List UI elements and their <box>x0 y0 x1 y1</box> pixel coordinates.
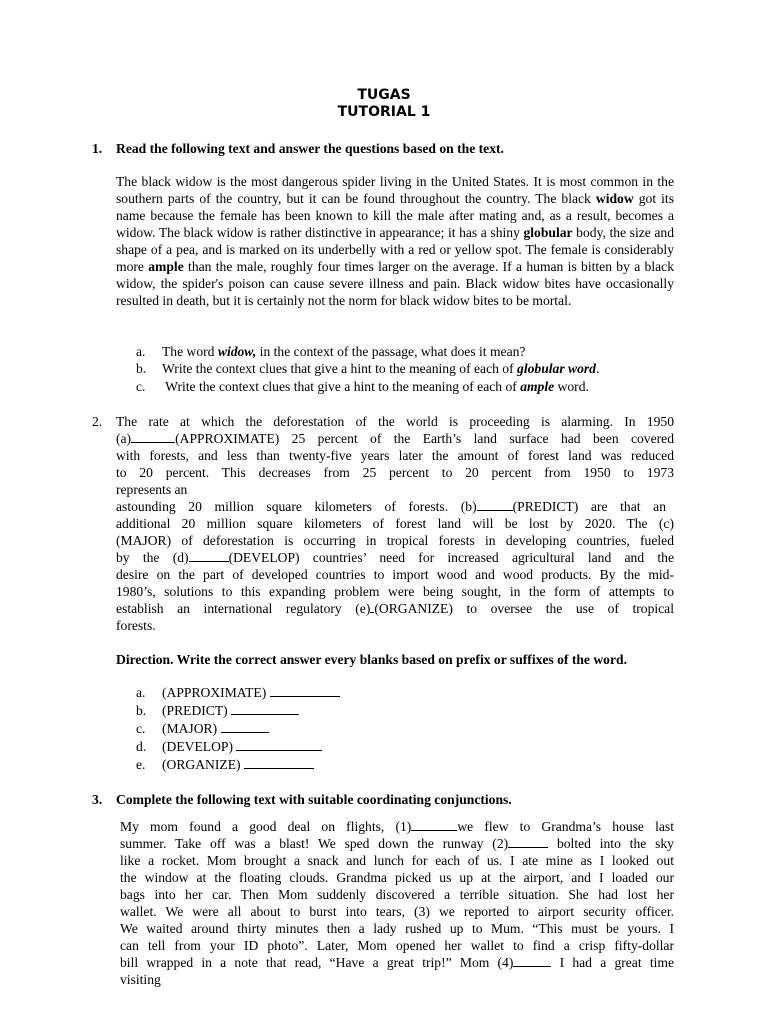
q2-number: 2. <box>92 414 103 429</box>
q2-blank-e-label: establish an international regulatory (e) <box>116 601 371 616</box>
q1-question-term: ample <box>520 379 555 394</box>
q2-answer-item <box>136 720 269 737</box>
q1-question-text-end: word. <box>554 379 589 394</box>
q2-line-4: to 20 percent. This decreases from 25 percent to 20 percent from 1950 to 1973 <box>116 465 674 480</box>
q3-number: 3. <box>92 792 103 807</box>
q1-keyword: ample <box>148 259 184 274</box>
q3-heading: Complete the following text with suitable coordinating conjunctions. <box>116 792 512 807</box>
q2-answer-word: (APPROXIMATE) <box>162 685 267 700</box>
q3-blank-4-text: I had a great time <box>551 955 674 970</box>
q2-blank-d[interactable] <box>189 549 229 562</box>
q3-line-1 <box>120 818 674 835</box>
q1-keyword: widow <box>595 191 634 206</box>
q2-answer-label: e. <box>136 757 146 772</box>
q2-line-1: The rate at which the deforestation of the world is proceeding is alarming. In 1950 <box>116 414 674 429</box>
q3-blank-2-text: bolted into the sky <box>548 836 674 851</box>
q2-blank-a-label: (a) <box>116 431 132 446</box>
q1-question-item <box>136 378 589 395</box>
q2-answer-item <box>136 684 340 701</box>
q3-line-3: like a rocket. Mom brought a snack and lunch for each of us. I ate mine as I looked out <box>120 853 674 868</box>
q3-line-2 <box>120 835 674 852</box>
q2-line-5: represents an <box>116 482 188 497</box>
q2-blank-b-label: astounding 20 million square kilometers of forests. (b) <box>116 499 477 514</box>
q1-question-text-end: . <box>595 361 600 376</box>
q2-answer-item <box>136 702 299 719</box>
q3-blank-1-text: we flew to Grandma’s house last <box>457 819 674 834</box>
q2-line-2 <box>116 430 674 447</box>
q2-blank-b[interactable] <box>477 498 513 511</box>
q1-question-text-end: in the context of the passage, what does it mean? <box>256 344 526 359</box>
q2-blank-a[interactable] <box>131 430 175 443</box>
q2-answer-blank[interactable] <box>244 756 314 769</box>
q2-line-6 <box>116 498 666 515</box>
q1-question-text: Write the context clues that give a hint to the meaning of each of <box>162 379 521 394</box>
q2-line-9 <box>116 549 674 566</box>
q2-blank-d-text: (DEVELOP) countries’ need for increased agricultural land and the <box>228 550 674 565</box>
q1-question-text: The word <box>162 344 218 359</box>
q3-blank-1[interactable] <box>411 818 457 831</box>
q3-line-5: bags into her car. Then Mom suddenly discovered a terrible situation. She had lost her <box>120 887 674 902</box>
q2-blank-e-text: (ORGANIZE) to oversee the use of tropical <box>374 601 674 616</box>
q1-number: 1. <box>92 141 103 156</box>
q2-direction: Direction. Write the correct answer every blanks based on prefix or suffixes of the word. <box>116 652 627 667</box>
q1-question-label: a. <box>136 344 146 359</box>
q3-line-10: visiting <box>120 972 161 987</box>
q1-question-item <box>136 360 599 377</box>
q2-answer-blank[interactable] <box>231 702 299 715</box>
q1-question-term: globular word <box>517 361 596 376</box>
q1-question-item <box>136 343 525 360</box>
q3-line-7: We waited around thirty minutes then a lady rushed up to Mum. “This must be yours. I <box>120 921 674 936</box>
q1-question-text: Write the context clues that give a hint to the meaning of each of <box>162 361 518 376</box>
q2-answer-item <box>136 738 322 755</box>
q2-answer-word: (PREDICT) <box>162 703 228 718</box>
q1-question-label: b. <box>136 361 147 376</box>
q1-question-label: c. <box>136 379 146 394</box>
q2-line-11: 1980’s, solutions to this expanding problem were being sought, in the form of attempts to <box>116 584 674 599</box>
q3-blank-4[interactable] <box>513 954 551 967</box>
q1-passage-text: The black widow is the most dangerous spider living in the United States. It is most common in the southern parts of the country, but it can be found throughout the country. The black <box>116 174 674 206</box>
q3-line-6: wallet. We were all about to burst into tears, (3) we reported to airport security officer. <box>120 904 674 919</box>
q2-answer-blank[interactable] <box>236 738 322 751</box>
q3-line-9 <box>120 954 674 971</box>
q2-answer-label: c. <box>136 721 146 736</box>
q1-passage-text: than the male, roughly four times larger on the average. If a human is bitten by a black widow, the spider's poison can cause severe illness and pain. Black widow bites have occasionally resulted in death, but it is certainly not the norm for black widow bites to be mortal. <box>116 259 674 308</box>
q2-answer-label: d. <box>136 739 147 754</box>
q2-line-12 <box>116 600 674 617</box>
q2-answer-label: a. <box>136 685 146 700</box>
q2-answer-word: (DEVELOP) <box>162 739 233 754</box>
q2-line-8: (MAJOR) of deforestation is occurring in tropical forests in developing countries, fueled <box>116 533 674 548</box>
q3-blank-2-label: summer. Take off was a blast! We sped down the runway (2) <box>120 836 509 851</box>
q3-line-8: can tell from your ID photo”. Later, Mom opened her wallet to find a crisp fifty-dollar <box>120 938 674 953</box>
q2-answer-item <box>136 756 314 773</box>
doc-subtitle: TUTORIAL 1 <box>337 104 431 120</box>
q2-answer-blank[interactable] <box>270 684 340 697</box>
q1-passage-text: got its name because the female has been known to kill the male after mating and, as a result, becomes a widow. The black widow is rather distinctive in appearance; it has a shiny <box>116 191 674 240</box>
q2-blank-a-text: (APPROXIMATE) 25 percent of the Earth’s land surface had been covered <box>175 431 674 446</box>
q2-line-10: desire on the part of developed countries to import wood and wood products. By the mid- <box>116 567 674 582</box>
q2-blank-b-text: (PREDICT) are that an <box>512 499 667 514</box>
doc-title: TUGAS <box>357 87 411 103</box>
q1-passage <box>116 173 674 309</box>
q2-answer-blank[interactable] <box>221 720 269 733</box>
q3-blank-1-label: My mom found a good deal on flights, (1) <box>120 819 412 834</box>
q2-blank-d-label: by the (d) <box>116 550 189 565</box>
q3-blank-2[interactable] <box>508 835 548 848</box>
q2-line-7: additional 20 million square kilometers of forest land will be lost by 2020. The (c) <box>116 516 674 531</box>
q1-question-term: widow, <box>217 344 257 359</box>
q2-line-3: with forests, and less than twenty-five years later the amount of forest land was reduced <box>116 448 674 463</box>
q2-answer-word: (MAJOR) <box>162 721 218 736</box>
q1-heading: Read the following text and answer the questions based on the text. <box>116 141 504 156</box>
q1-keyword: globular <box>523 225 573 240</box>
q2-line-13: forests. <box>116 618 156 633</box>
q3-line-4: the window at the floating clouds. Grandma picked us up at the airport, and I loaded our <box>120 870 674 885</box>
q2-answer-word: (ORGANIZE) <box>162 757 241 772</box>
q2-answer-label: b. <box>136 703 147 718</box>
q3-blank-4-label: bill wrapped in a note that read, “Have a great trip!” Mom (4) <box>120 955 514 970</box>
q1-passage-text: body, the size and shape of a pea, and is marked on its underbelly with a red or yellow spot. The female is considerably more <box>116 225 675 274</box>
